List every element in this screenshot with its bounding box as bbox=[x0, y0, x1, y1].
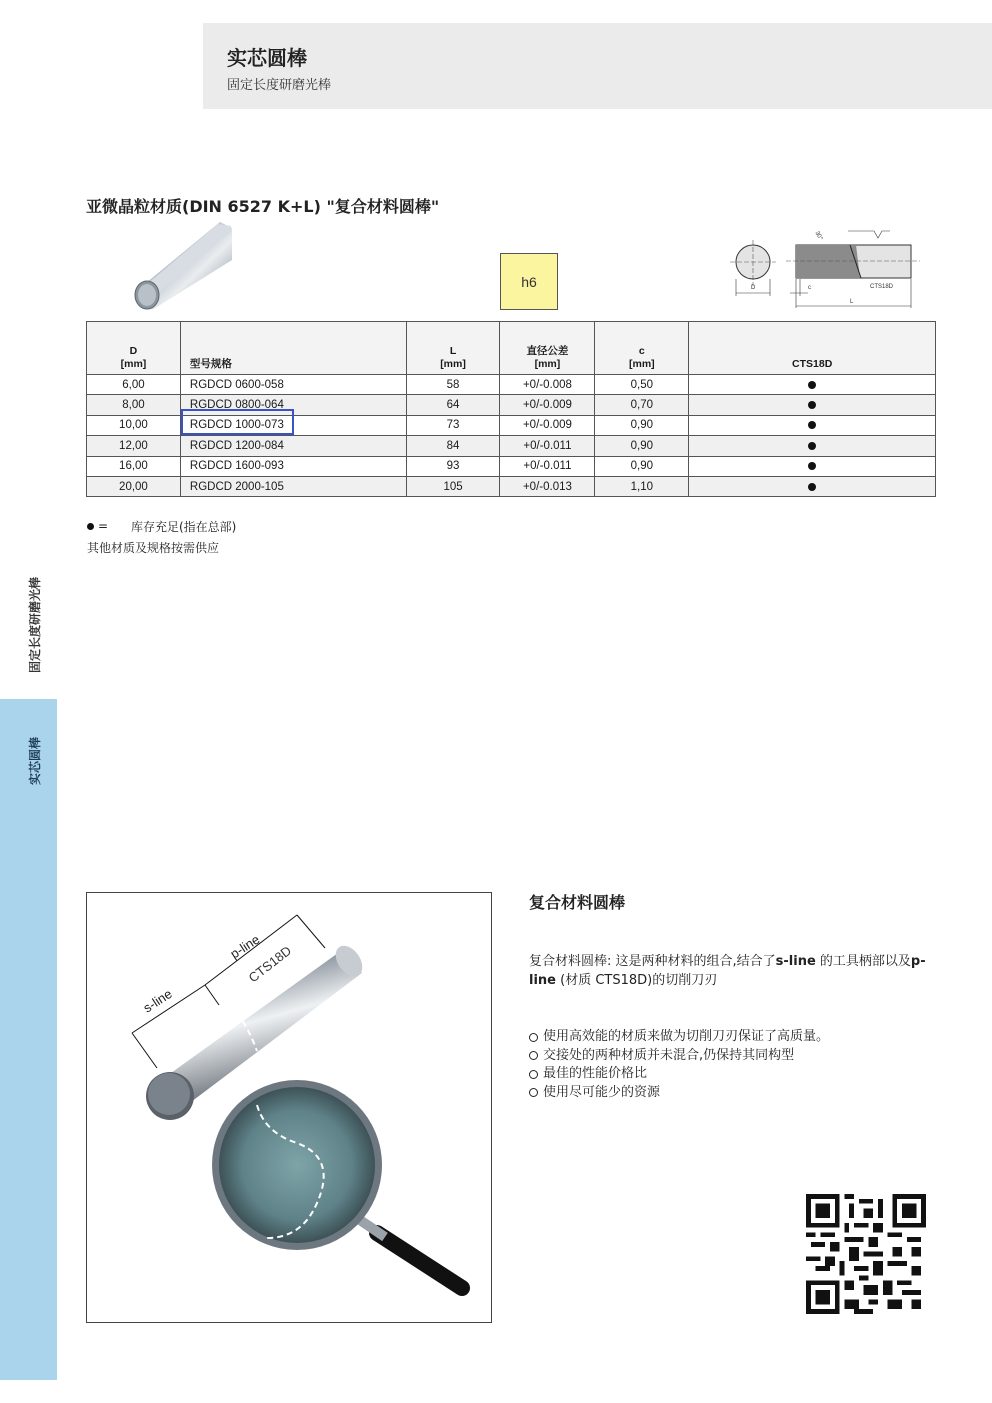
cell-code[interactable]: RGDCD 1600-093 bbox=[180, 456, 406, 476]
info-paragraph bbox=[529, 952, 949, 990]
cell-c: 0,70 bbox=[595, 395, 689, 415]
legend-equals: = bbox=[98, 519, 109, 533]
col-header-d bbox=[87, 322, 181, 375]
col-header-code: 型号规格 bbox=[180, 322, 406, 375]
cell-code[interactable]: RGDCD 2000-105 bbox=[180, 476, 406, 496]
col-header-l-label: L bbox=[449, 345, 457, 357]
feature-text: 使用高效能的材质来做为切削刀刃保证了高质量。 bbox=[543, 1029, 830, 1044]
drawing-d-label: D bbox=[751, 285, 756, 291]
cell-l: 105 bbox=[406, 476, 500, 496]
legend-stock-text: 库存充足(指在总部) bbox=[131, 519, 237, 534]
legend-note: 其他材质及规格按需供应 bbox=[87, 541, 220, 555]
rod-image bbox=[130, 220, 232, 312]
col-header-d-unit: [mm] bbox=[120, 358, 147, 370]
cell-code[interactable]: RGDCD 0600-058 bbox=[180, 375, 406, 395]
info-paragraph-part3: (材质 CTS18D)的切削刀刃 bbox=[555, 973, 718, 988]
qr-code-icon[interactable] bbox=[806, 1194, 926, 1314]
cell-c: 0,90 bbox=[595, 456, 689, 476]
composite-rod-illustration bbox=[86, 892, 492, 1323]
cell-d: 16,00 bbox=[87, 456, 181, 476]
info-title: 复合材料圆棒 bbox=[529, 893, 626, 912]
cts18d-label: CTS18D bbox=[245, 942, 295, 986]
legend bbox=[87, 518, 236, 555]
side-category-text: 固定长度研磨光棒 bbox=[28, 576, 42, 673]
technical-drawing bbox=[730, 226, 920, 310]
list-item bbox=[529, 1047, 829, 1066]
p-line-label: p-line bbox=[227, 931, 263, 962]
feature-text: 使用尽可能少的资源 bbox=[543, 1084, 661, 1100]
cell-stock bbox=[689, 456, 936, 476]
col-header-c-unit: [mm] bbox=[629, 358, 655, 370]
cell-stock bbox=[689, 415, 936, 435]
table-header-row bbox=[87, 322, 936, 375]
cell-code[interactable]: RGDCD 1200-084 bbox=[180, 436, 406, 456]
side-active-tab-label: 实芯圆棒 bbox=[28, 736, 42, 785]
bullet-circle-icon bbox=[529, 1088, 538, 1097]
cell-stock bbox=[689, 436, 936, 456]
info-s-line-term: s-line bbox=[775, 954, 816, 969]
drawing-material-label: CTS18D bbox=[870, 284, 894, 290]
table-row[interactable] bbox=[87, 375, 936, 395]
drawing-angle-label: 30° bbox=[813, 230, 824, 242]
cell-d: 20,00 bbox=[87, 476, 181, 496]
col-header-grade: CTS18D bbox=[689, 322, 936, 375]
list-item bbox=[529, 1028, 829, 1047]
col-header-l bbox=[406, 322, 500, 375]
cell-l: 64 bbox=[406, 395, 500, 415]
cell-d: 6,00 bbox=[87, 375, 181, 395]
table-row[interactable] bbox=[87, 436, 936, 456]
cell-c: 0,90 bbox=[595, 436, 689, 456]
info-paragraph-part1: 复合材料圆棒: 这是两种材料的组合,结合了 bbox=[529, 954, 776, 969]
col-header-d-label: D bbox=[129, 345, 138, 357]
cell-l: 93 bbox=[406, 456, 500, 476]
info-p-line-term: p-line bbox=[529, 954, 926, 988]
stock-dot-icon bbox=[808, 462, 816, 470]
cell-c: 1,10 bbox=[595, 476, 689, 496]
drawing-l-label: L bbox=[850, 299, 854, 305]
list-item bbox=[529, 1084, 829, 1103]
stock-dot-icon bbox=[87, 523, 94, 530]
col-header-c bbox=[595, 322, 689, 375]
stock-dot-icon bbox=[808, 483, 816, 491]
cell-tolerance: +0/-0.013 bbox=[500, 476, 595, 496]
s-line-label: s-line bbox=[140, 986, 175, 1016]
feature-text: 最佳的性能价格比 bbox=[543, 1066, 648, 1081]
cell-code[interactable]: RGDCD 0800-064 bbox=[180, 395, 406, 415]
page-header bbox=[203, 23, 992, 109]
cell-tolerance: +0/-0.009 bbox=[500, 395, 595, 415]
cell-tolerance: +0/-0.008 bbox=[500, 375, 595, 395]
stock-dot-icon bbox=[808, 401, 816, 409]
cell-tolerance: +0/-0.009 bbox=[500, 415, 595, 435]
cell-l: 58 bbox=[406, 375, 500, 395]
cell-d: 12,00 bbox=[87, 436, 181, 456]
col-header-tolerance-unit: [mm] bbox=[534, 358, 561, 370]
table-row[interactable] bbox=[87, 476, 936, 496]
cell-code[interactable]: RGDCD 1000-073 bbox=[180, 415, 406, 435]
composite-rod-graphic bbox=[87, 893, 491, 1322]
col-header-l-unit: [mm] bbox=[440, 358, 466, 370]
cell-d: 10,00 bbox=[87, 415, 181, 435]
cell-stock bbox=[689, 476, 936, 496]
col-header-c-label: c bbox=[638, 345, 645, 357]
cell-c: 0,90 bbox=[595, 415, 689, 435]
col-header-tolerance-label: 直径公差 bbox=[526, 345, 569, 357]
side-category-label bbox=[22, 540, 48, 690]
page-title: 实芯圆棒 bbox=[227, 46, 307, 70]
feature-list bbox=[529, 1028, 829, 1102]
bullet-circle-icon bbox=[529, 1070, 538, 1079]
page-subtitle: 固定长度研磨光棒 bbox=[227, 78, 332, 93]
tolerance-badge: h6 bbox=[500, 253, 558, 310]
cell-l: 84 bbox=[406, 436, 500, 456]
cell-l: 73 bbox=[406, 415, 500, 435]
drawing-c-label: c bbox=[808, 285, 811, 291]
stock-dot-icon bbox=[808, 442, 816, 450]
col-header-tolerance bbox=[500, 322, 595, 375]
bullet-circle-icon bbox=[529, 1051, 538, 1060]
cell-stock bbox=[689, 395, 936, 415]
cell-d: 8,00 bbox=[87, 395, 181, 415]
cell-stock bbox=[689, 375, 936, 395]
selected-row-highlight bbox=[181, 409, 294, 435]
stock-dot-icon bbox=[808, 381, 816, 389]
cell-tolerance: +0/-0.011 bbox=[500, 436, 595, 456]
feature-text: 交接处的两种材质并未混合,仍保持其同构型 bbox=[543, 1047, 795, 1063]
stock-dot-icon bbox=[808, 421, 816, 429]
bullet-circle-icon bbox=[529, 1033, 538, 1042]
list-item bbox=[529, 1065, 829, 1084]
table-row[interactable] bbox=[87, 456, 936, 476]
cell-c: 0,50 bbox=[595, 375, 689, 395]
side-active-tab[interactable] bbox=[0, 699, 57, 1380]
cell-tolerance: +0/-0.011 bbox=[500, 456, 595, 476]
section-heading: 亚微晶粒材质(DIN 6527 K+L) "复合材料圆棒" bbox=[86, 197, 440, 216]
info-paragraph-part2: 的工具柄部以及 bbox=[815, 954, 911, 969]
